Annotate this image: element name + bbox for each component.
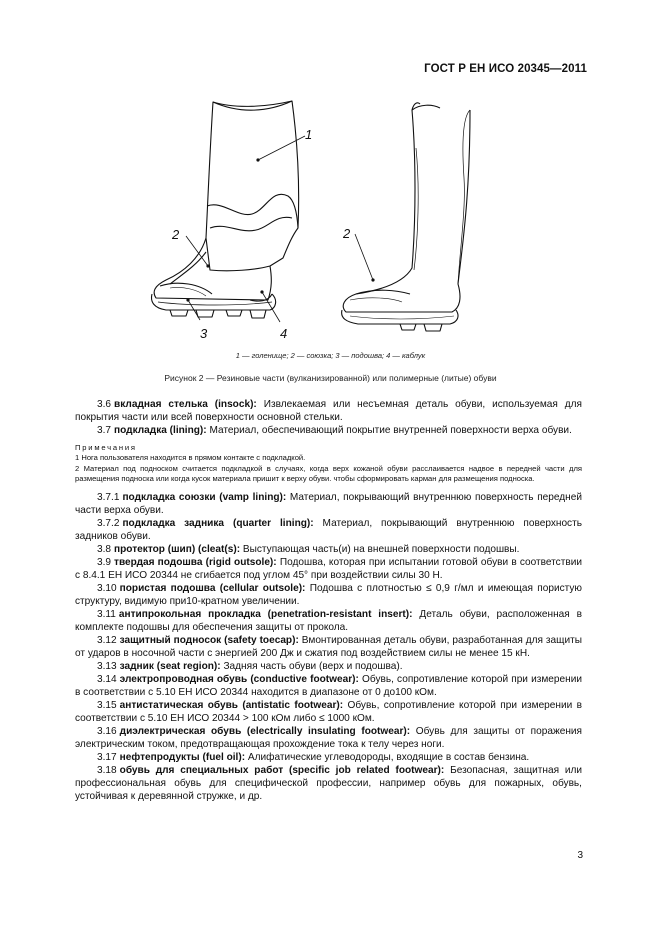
right-callout-2-label: 2 <box>343 226 351 241</box>
definition-3-11: 3.11 антипрокольная прокладка (penetration-resistant insert): Деталь обуви, расположенная в комплекте подошвы для обеспечения защиты от прокола. <box>75 608 582 633</box>
left-boot-callouts <box>186 136 305 322</box>
callout-4-label: 4 <box>280 326 288 341</box>
document-body <box>75 398 582 803</box>
definition-3-18: 3.18 обувь для специальных работ (specific job related footwear): Безопасная, защитная или профессиональная обувь для специфической профессии, например обувь для пожарных, обувь, устойчивая к деревянной стружке, и др. <box>75 764 582 802</box>
definition-3-7-1: 3.7.1 подкладка союзки (vamp lining): Материал, покрывающий внутреннюю поверхность передней части верха обуви. <box>75 491 582 516</box>
left-boot-vamp-line <box>207 194 298 228</box>
callout-3-label: 3 <box>200 326 208 341</box>
right-boot-drawing <box>342 103 470 331</box>
definition-3-14: 3.14 электропроводная обувь (conductive footwear): Обувь, сопротивление которой при измерении в соответствии с 5.10 ЕН ИСО 20344 находится в диапазоне от 0 до100 кОм. <box>75 673 582 698</box>
page-number: 3 <box>577 850 583 861</box>
definition-3-13: 3.13 задник (seat region): Задняя часть обуви (верх и подошва). <box>97 660 403 672</box>
notes-heading: Примечания <box>75 443 137 452</box>
left-boot-sole <box>152 294 276 310</box>
definition-3-9: 3.9 твердая подошва (rigid outsole): Подошва, которая при испытании готовой обуви в соответствии с 8.4.1 ЕН ИСО 20344 не сгибается под углом 45° при воздействии силы 30 Н. <box>75 556 582 581</box>
definition-3-16: 3.16 диэлектрическая обувь (electrically insulating footwear): Обувь для защиты от поражения электрическим током, предотвращающая прохождение тока к телу через ноги. <box>75 725 582 750</box>
definition-3-7-2: 3.7.2 подкладка задника (quarter lining): Материал, покрывающий внутреннюю поверхность задников обуви. <box>75 517 582 542</box>
definition-3-12: 3.12 защитный подносок (safety toecap): Вмонтированная деталь обуви, разработанная для защиты от ударов в носочной части с энергией 200 Дж и сжатия под воздействием силы не менее 15 кН. <box>75 634 582 659</box>
definition-3-17: 3.17 нефтепродукты (fuel oil): Алифатические углеводороды, входящие в состав бензина. <box>97 751 530 763</box>
definition-3-6: 3.6 вкладная стелька (insock): Извлекаемая или несъемная деталь обуви, используемая для покрытия части или всей поверхности основной стельки. <box>75 399 582 423</box>
definition-3-10: 3.10 пористая подошва (cellular outsole): Подошва с плотностью ≤ 0,9 г/мл и имеющая пористую структуру, видимую при10-кратном увеличении. <box>75 582 582 607</box>
note-2: 2 Материал под подноском считается подкладкой в случаях, когда верх кожаной обуви расслаивается надвое в передней части для размещения подноска или когда кусок материала пришит к верху обуви. чтобы сформировать карман для размещения подноска. <box>75 463 582 484</box>
rubber-boots-drawing <box>0 88 661 350</box>
callout-2-label: 2 <box>172 227 180 242</box>
right-boot-shaft <box>343 110 470 312</box>
note-1: 1 Нога пользователя находится в прямом контакте с подкладкой. <box>75 453 306 462</box>
boots-figure <box>0 88 661 350</box>
left-boot-drawing <box>152 101 299 318</box>
standard-designation: ГОСТ Р ЕН ИСО 20345—2011 <box>424 63 587 75</box>
figure-legend: 1 — голенище; 2 — союзка; 3 — подошва; 4 — каблук <box>235 351 426 360</box>
left-boot-shaft <box>206 101 299 271</box>
figure-caption: Рисунок 2 — Резиновые части (вулканизированной) или полимерные (литые) обуви <box>164 373 497 383</box>
definition-3-8: 3.8 протектор (шип) (cleat(s): Выступающая часть(и) на внешней поверхности подошвы. <box>97 543 520 555</box>
callout-1-label: 1 <box>305 127 313 142</box>
definition-3-15: 3.15 антистатическая обувь (antistatic footwear): Обувь, сопротивление которой при измерении в соответствии с 5.10 ЕН ИСО 20344 > 100 кОм либо ≤ 1000 кОм. <box>75 699 582 724</box>
definition-3-7: 3.7 подкладка (lining): Материал, обеспечивающий покрытие внутренней поверхности верха обуви. <box>97 425 572 436</box>
